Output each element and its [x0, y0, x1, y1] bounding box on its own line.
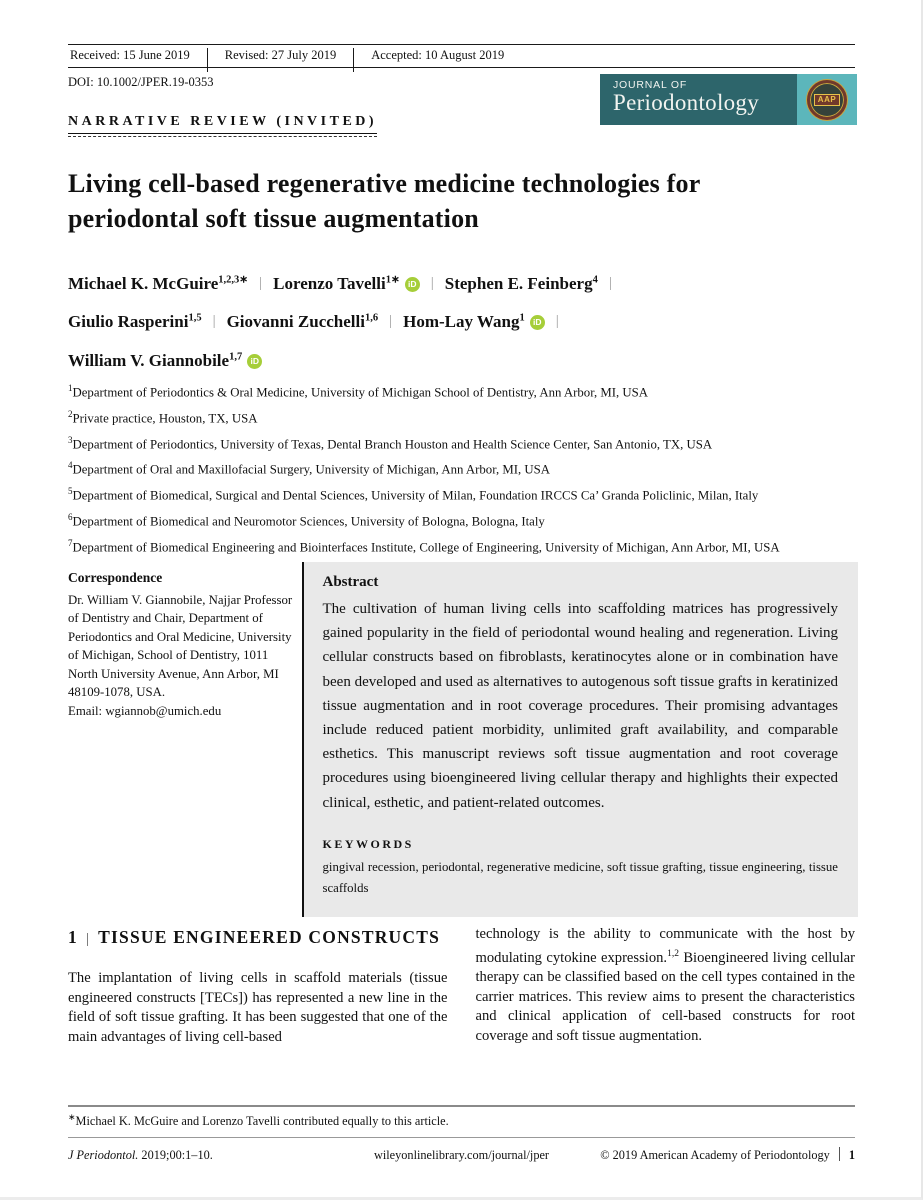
article-title: Living cell-based regenerative medicine technologies for periodontal soft tissue augmentation — [68, 169, 700, 233]
author: William V. Giannobile$^{1,7}$ — [68, 350, 243, 370]
author-separator: | — [430, 274, 434, 291]
periodontology-label: Periodontology — [613, 90, 760, 115]
doi-text: DOI: 10.1002/JPER.19-0353 — [68, 75, 214, 89]
revised-date: Revised: 27 July 2019 — [224, 48, 337, 62]
author-separator: | — [212, 313, 216, 330]
author: Hom-Lay Wang$^1$ — [403, 312, 525, 332]
author-separator: | — [389, 313, 393, 330]
body-paragraph: technology is the ability to communicate with the host by modulating cytokine expression.$^{1,2}$ Bioengineered living cellular therapy can be classified based on the cell types contained in the carrier matrices. This review aims to present the characteristics and clinical application of cell-based constructs for root coverage and soft tissue augmentation. — [475, 926, 855, 1044]
abstract-heading: Abstract — [322, 574, 379, 590]
page-number: 1 — [848, 1148, 855, 1162]
affiliation: $^2$Private practice, Houston, TX, USA — [68, 408, 258, 426]
footer-citation: J Periodontol. 2019;00:1–10. — [68, 1148, 213, 1162]
body-column-right — [476, 925, 856, 1047]
author-separator: | — [259, 274, 263, 291]
author: Lorenzo Tavelli$^{1∗}$ — [273, 273, 400, 293]
correspondence-block — [68, 562, 294, 917]
keywords-heading: KEYWORDS — [322, 836, 414, 851]
received-date: Received: 15 June 2019 — [70, 48, 190, 62]
body-column-left — [68, 925, 448, 1047]
correspondence-email[interactable]: Email: wgiannob@umich.edu — [68, 703, 222, 718]
affiliation: $^7$Department of Biomedical Engineering and Biointerfaces Institute, College of Engineering, University of Michigan, Ann Arbor, MI, USA — [68, 537, 780, 554]
article-type-heading: NARRATIVE REVIEW (INVITED) — [68, 112, 377, 137]
author: Giovanni Zucchelli$^{1,6}$ — [226, 312, 379, 332]
footer-url[interactable]: wileyonlinelibrary.com/journal/jper — [373, 1148, 550, 1162]
orcid-icon[interactable]: iD — [405, 277, 420, 292]
orcid-icon[interactable]: iD — [247, 354, 262, 369]
footer-separator — [839, 1147, 840, 1161]
keywords-text: gingival recession, periodontal, regenerative medicine, soft tissue grafting, tissue engineering, tissue scaffolds — [322, 859, 838, 895]
journal-of-label: JOURNAL OF — [613, 79, 688, 91]
author-separator: | — [608, 274, 612, 291]
correspondence-body: Dr. William V. Giannobile, Najjar Professor of Dentistry and Chair, Department of Periodontics and Oral Medicine, University of Michigan, School of Dentistry, 1011 North University Avenue, Ann Arbor, MI 48109-1078, USA. — [68, 592, 293, 699]
page-footer — [68, 1137, 855, 1163]
affiliation-list — [68, 383, 855, 563]
journal-logo-text — [600, 74, 797, 125]
aap-seal-text: AAP — [814, 94, 840, 106]
section-1-heading: 1 | TISSUE ENGINEERED CONSTRUCTS — [68, 927, 441, 947]
orcid-icon[interactable]: iD — [530, 315, 545, 330]
dates-bar — [68, 44, 855, 68]
affiliation: $^6$Department of Biomedical and Neuromotor Sciences, University of Bologna, Bologna, Italy — [68, 511, 545, 529]
citation-ref[interactable]: 1,2 — [667, 948, 679, 959]
aap-badge-box — [797, 74, 857, 125]
author-separator: | — [555, 313, 559, 330]
affiliation: $^3$Department of Periodontics, University of Texas, Dental Branch Houston and Health Science Center, San Antonio, TX, USA — [68, 434, 713, 451]
abstract-box — [304, 562, 859, 917]
author-contribution-footnote: ∗Michael K. McGuire and Lorenzo Tavelli contributed equally to this article. — [68, 1112, 449, 1129]
journal-logo — [600, 74, 857, 125]
date-separator — [353, 48, 354, 72]
affiliation: $^4$Department of Oral and Maxillofacial Surgery, University of Michigan, Ann Arbor, MI, USA — [68, 460, 550, 477]
body-paragraph: The implantation of living cells in scaffold materials (tissue engineered constructs [TECs]) has represented a new line in the field of soft tissue grafting. It has been suggested that one of the main advantages of living cell-based — [68, 970, 448, 1045]
body-columns — [68, 925, 855, 1047]
correspondence-heading: Correspondence — [68, 570, 163, 585]
heading-pipe: | — [85, 931, 91, 947]
aap-seal-icon — [807, 80, 847, 120]
footer-copyright: © 2019 American Academy of Periodontology — [600, 1148, 830, 1162]
abstract-text: The cultivation of human living cells into scaffolding matrices has progressively gained popularity in the field of periodontal wound healing and regeneration. Living cellular constructs based on fibroblasts, keratinocytes alone or in combination have been developed and used as alternatives to autogenous soft tissue grafts in keratinized tissue augmentation and in root coverage procedures. Their promising advantages include reduced patient morbidity, unlimited graft availability, and comparable esthetics. This manuscript reviews soft tissue augmentation and root coverage procedures using bioengineered living cellular therapy and highlights their expected clinical, esthetic, and patient-related outcomes. — [322, 601, 838, 811]
date-separator — [207, 48, 208, 72]
author-list — [68, 263, 798, 377]
accepted-date: Accepted: 10 August 2019 — [371, 48, 505, 62]
author: Michael K. McGuire$^{1,2,3∗}$ — [68, 273, 249, 293]
author: Stephen E. Feinberg$^4$ — [444, 273, 598, 293]
footnote-rule — [68, 1105, 855, 1107]
affiliation: $^5$Department of Biomedical, Surgical and Dental Sciences, University of Milan, Foundation IRCCS Ca’ Granda Policlinic, Milan, Italy — [68, 486, 759, 503]
affiliation: $^1$Department of Periodontics & Oral Medicine, University of Michigan School of Dentistry, Ann Arbor, MI, USA — [68, 383, 648, 400]
author: Giulio Rasperini$^{1,5}$ — [68, 312, 202, 332]
